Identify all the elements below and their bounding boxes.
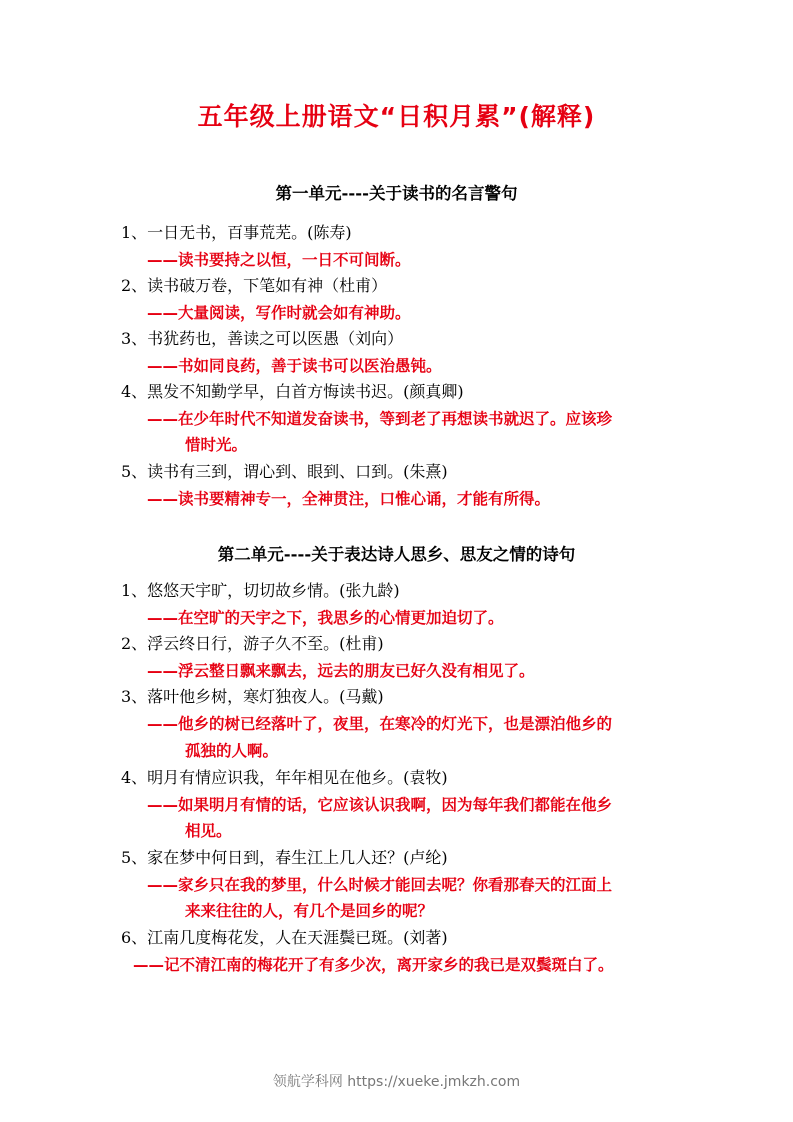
- quote-1-4: 4、黑发不知勤学早，白首方悔读书迟。(颜真卿): [121, 382, 464, 401]
- explanation-2-1: ——在空旷的天宇之下，我思乡的心情更加迫切了。: [147, 609, 504, 627]
- explanation-1-4: ——在少年时代不知道发奋读书，等到老了再想读书就迟了。应该珍: [147, 410, 613, 428]
- quote-2-2: 2、浮云终日行，游子久不至。(杜甫): [121, 634, 384, 653]
- quote-1-5: 5、读书有三到，谓心到、眼到、口到。(朱熹): [121, 462, 448, 481]
- explanation-2-4-cont: 相见。: [185, 822, 232, 840]
- quote-2-1: 1、悠悠天宇旷，切切故乡情。(张九龄): [121, 581, 400, 600]
- footer-watermark: 领航学科网 https://xueke.jmkzh.com: [272, 1074, 521, 1090]
- explanation-1-3: ——书如同良药，善于读书可以医治愚钝。: [147, 357, 442, 375]
- quote-2-3: 3、落叶他乡树，寒灯独夜人。(马戴): [121, 687, 384, 706]
- explanation-2-4: ——如果明月有情的话，它应该认识我啊，因为每年我们都能在他乡: [147, 796, 613, 814]
- section-heading-2: 第二单元----关于表达诗人思乡、思友之情的诗句: [217, 545, 576, 564]
- explanation-2-5: ——家乡只在我的梦里，什么时候才能回去呢？你看那春天的江面上: [147, 876, 613, 894]
- quote-1-3: 3、书犹药也，善读之可以医愚（刘向）: [121, 329, 404, 348]
- explanation-2-3: ——他乡的树已经落叶了，夜里，在寒冷的灯光下，也是漂泊他乡的: [147, 715, 613, 733]
- explanation-2-2: ——浮云整日飘来飘去，远去的朋友已好久没有相见了。: [147, 662, 535, 680]
- explanation-2-6: ——记不清江南的梅花开了有多少次，离开家乡的我已是双鬓斑白了。: [133, 956, 614, 974]
- explanation-1-2: ——大量阅读，写作时就会如有神助。: [147, 304, 411, 322]
- quote-2-6: 6、江南几度梅花发，人在天涯鬓已斑。(刘著): [121, 928, 448, 947]
- page-title: 五年级上册语文“日积月累”(解释): [197, 102, 596, 131]
- explanation-2-5-cont: 来来往往的人，有几个是回乡的呢？: [185, 902, 434, 920]
- quote-1-1: 1、一日无书，百事荒芜。(陈寿): [121, 223, 352, 242]
- explanation-1-4-cont: 惜时光。: [185, 436, 248, 454]
- explanation-2-3-cont: 孤独的人啊。: [185, 742, 279, 760]
- explanation-1-5: ——读书要精神专一，全神贯注，口惟心诵，才能有所得。: [147, 490, 551, 508]
- quote-2-4: 4、明月有情应识我，年年相见在他乡。(袁牧): [121, 768, 448, 787]
- explanation-1-1: ——读书要持之以恒，一日不可间断。: [147, 251, 411, 269]
- quote-2-5: 5、家在梦中何日到，春生江上几人还？(卢纶): [121, 848, 448, 867]
- quote-1-2: 2、读书破万卷，下笔如有神（杜甫）: [121, 276, 388, 295]
- section-heading-1: 第一单元----关于读书的名言警句: [275, 184, 518, 203]
